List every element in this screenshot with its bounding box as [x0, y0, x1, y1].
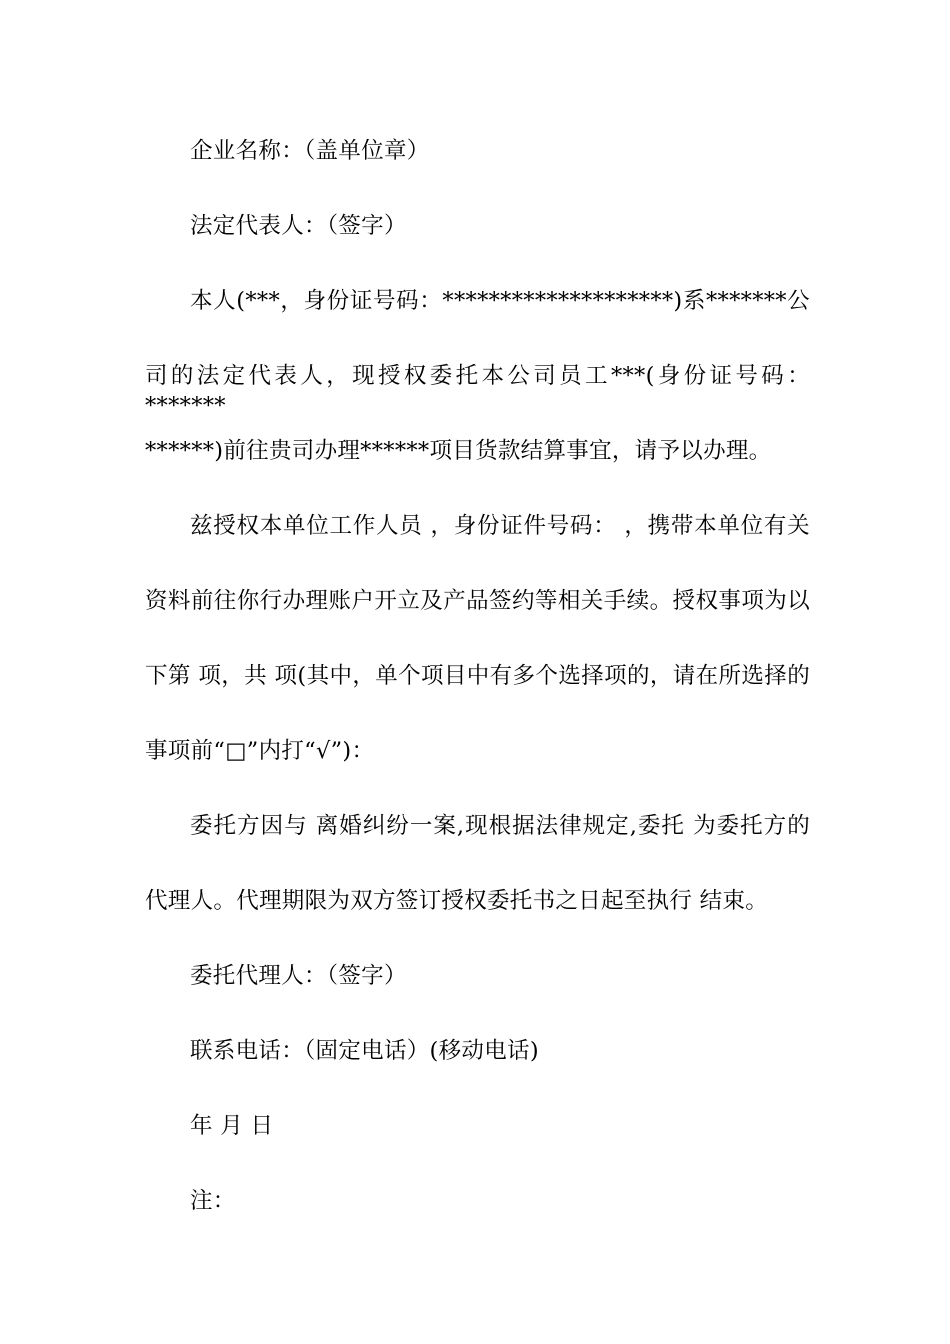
authorization-line-1: 兹授权本单位工作人员 ，身份证件号码： ，携带本单位有关: [190, 513, 810, 539]
company-name-line: 企业名称：（盖单位章）: [190, 138, 430, 164]
note-line: 注：: [190, 1188, 236, 1214]
contact-phone-line: 联系电话：（固定电话）(移动电话): [190, 1038, 539, 1064]
agent-signature-line: 委托代理人：（签字）: [190, 963, 407, 989]
statement-line-1: 本人(***，身份证号码：********************)系*******公: [190, 288, 810, 314]
entrustment-line-1: 委托方因与 离婚纠纷一案,现根据法律规定,委托 为委托方的: [190, 813, 810, 839]
statement-line-2: 司的法定代表人，现授权委托本公司员工***(身份证号码：*******: [145, 363, 810, 419]
entrustment-line-2: 代理人。代理期限为双方签订授权委托书之日起至执行 结束。: [145, 888, 769, 914]
legal-representative-line: 法定代表人：（签字）: [190, 213, 407, 239]
authorization-line-2: 资料前往你行办理账户开立及产品签约等相关手续。授权事项为以: [145, 588, 810, 614]
authorization-line-4: 事项前“□”内打“√”)：: [145, 738, 375, 764]
statement-line-3: ******)前往贵司办理******项目货款结算事宜，请予以办理。: [145, 438, 772, 464]
date-line: 年 月 日: [190, 1113, 274, 1139]
authorization-line-3: 下第 项，共 项(其中，单个项目中有多个选择项的，请在所选择的: [145, 663, 810, 689]
